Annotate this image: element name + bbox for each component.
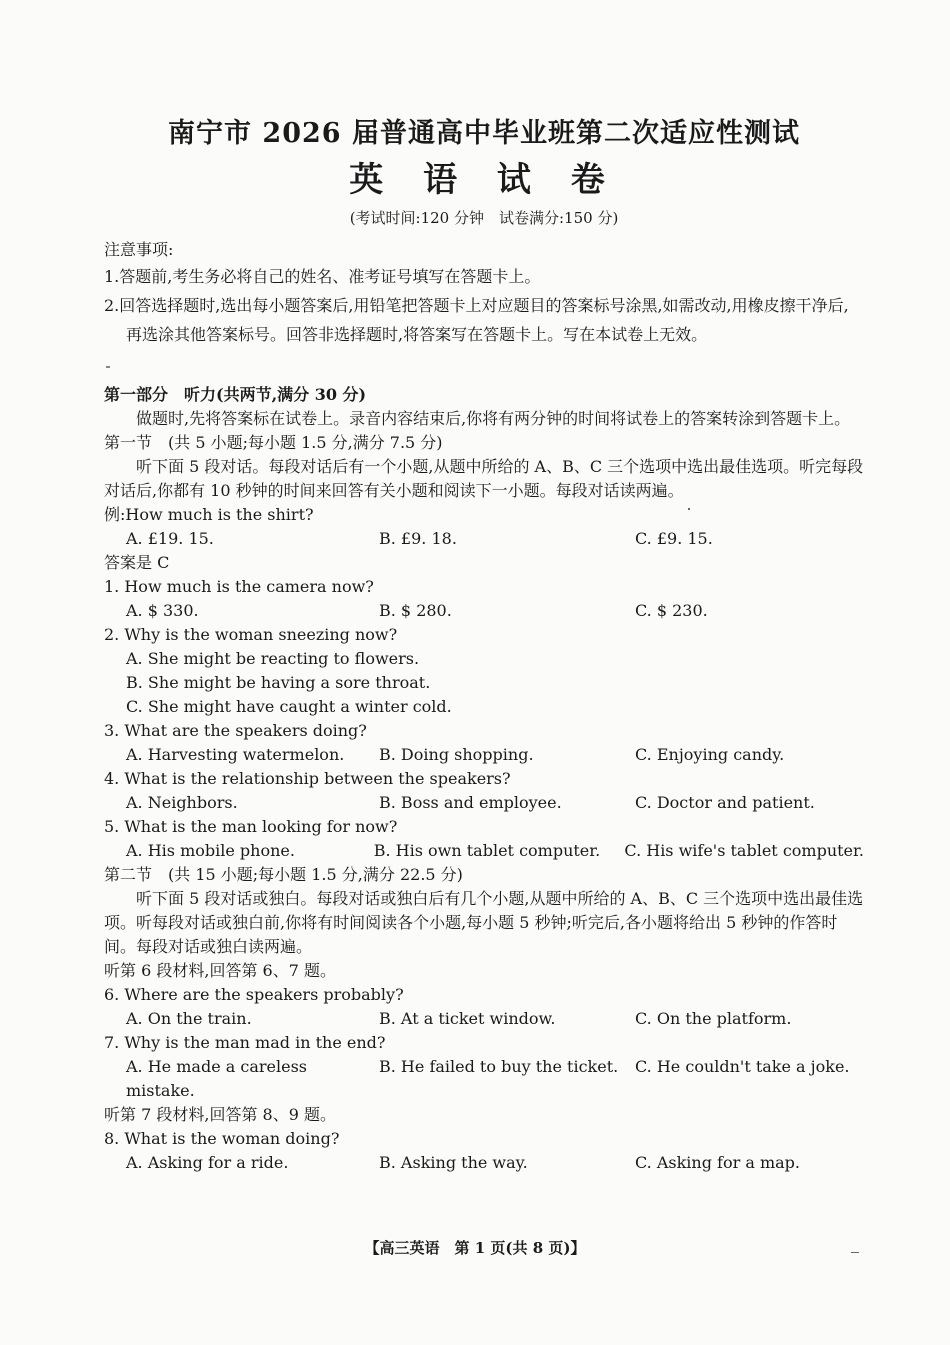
option-c: C. Doctor and patient. xyxy=(635,793,815,812)
question-8-options xyxy=(104,1151,864,1175)
scan-dash xyxy=(851,1252,859,1253)
question-3-options xyxy=(104,743,864,767)
option-c: C. Asking for a map. xyxy=(635,1153,801,1172)
option-b: B. He failed to buy the ticket. xyxy=(379,1057,619,1076)
question-4: 4. What is the relationship between the speakers? xyxy=(104,769,511,788)
section1-instruction: 听下面 5 段对话。每段对话后有一个小题,从题中所给的 A、B、C 三个选项中选出最佳选项。听完每段对话后,你都有 10 秒钟的时间来回答有关小题和阅读下一小题。每段对话读两遍。 xyxy=(104,457,864,500)
material-7: 听第 7 段材料,回答第 8、9 题。 xyxy=(104,1105,336,1124)
option-a: A. On the train. xyxy=(126,1009,252,1028)
option-a: A. Neighbors. xyxy=(126,793,238,812)
question-6: 6. Where are the speakers probably? xyxy=(104,985,404,1004)
option-c: C. £9. 15. xyxy=(635,529,713,548)
notice-item: 1.答题前,考生务必将自己的姓名、准考证号填写在答题卡上。 xyxy=(104,267,541,286)
option-a: A. He made a careless mistake. xyxy=(126,1057,307,1100)
option-b: B. His own tablet computer. xyxy=(373,841,601,860)
option-b: B. Asking the way. xyxy=(379,1153,528,1172)
question-1: 1. How much is the camera now? xyxy=(104,577,374,596)
page-footer: 【高三英语 第 1 页(共 8 页)】 xyxy=(364,1239,586,1257)
section2-heading: 第二节 (共 15 小题;每小题 1.5 分,满分 22.5 分) xyxy=(104,865,463,884)
question-6-options xyxy=(104,1007,864,1031)
example-options xyxy=(104,527,864,551)
option-a: A. His mobile phone. xyxy=(126,841,295,860)
part1-intro: 做题时,先将答案标在试卷上。录音内容结束后,你将有两分钟的时间将试卷上的答案转涂到答题卡上。 xyxy=(136,409,851,428)
option-c: C. She might have caught a winter cold. xyxy=(126,697,452,716)
option-a: A. She might be reacting to flowers. xyxy=(126,649,420,668)
option-a: A. $ 330. xyxy=(126,601,199,620)
option-c: C. Enjoying candy. xyxy=(635,745,785,764)
option-b: B. She might be having a sore throat. xyxy=(126,673,431,692)
part1-heading: 第一部分 听力(共两节,满分 30 分) xyxy=(104,385,367,404)
question-5-options xyxy=(104,839,864,863)
exam-title: 南宁市 2026 届普通高中毕业班第二次适应性测试 xyxy=(168,118,800,149)
question-2: 2. Why is the woman sneezing now? xyxy=(104,625,398,644)
option-b: B. At a ticket window. xyxy=(379,1009,556,1028)
question-1-options xyxy=(104,599,864,623)
question-7: 7. Why is the man mad in the end? xyxy=(104,1033,386,1052)
option-a: A. £19. 15. xyxy=(126,529,214,548)
material-6: 听第 6 段材料,回答第 6、7 题。 xyxy=(104,961,336,980)
option-b: B. Doing shopping. xyxy=(379,745,534,764)
exam-page xyxy=(104,116,864,1175)
option-c: C. $ 230. xyxy=(635,601,708,620)
exam-subtitle: 英 语 试 卷 xyxy=(349,160,619,200)
option-b: B. £9. 18. xyxy=(379,529,457,548)
part1-section xyxy=(104,383,864,1175)
notice-item: 2.回答选择题时,选出每小题答案后,用铅笔把答题卡上对应题目的答案标号涂黑,如需改动,用橡皮擦干净后,再选涂其他答案标号。回答非选择题时,将答案写在答题卡上。写在本试卷上无效。 xyxy=(104,296,849,344)
notice-heading: 注意事项: xyxy=(104,240,174,259)
question-5: 5. What is the man looking for now? xyxy=(104,817,398,836)
option-a: A. Asking for a ride. xyxy=(126,1153,289,1172)
scan-dot xyxy=(688,508,690,510)
example-question: 例:How much is the shirt? xyxy=(104,505,314,524)
question-7-options xyxy=(104,1055,864,1103)
example-answer: 答案是 C xyxy=(104,553,170,572)
exam-meta: (考试时间:120 分钟 试卷满分:150 分) xyxy=(349,209,619,227)
option-a: A. Harvesting watermelon. xyxy=(126,745,345,764)
option-c: C. His wife's tablet computer. xyxy=(624,841,864,860)
question-4-options xyxy=(104,791,864,815)
question-3: 3. What are the speakers doing? xyxy=(104,721,367,740)
notice-section xyxy=(104,238,864,349)
question-8: 8. What is the woman doing? xyxy=(104,1129,340,1148)
section2-instruction: 听下面 5 段对话或独白。每段对话或独白后有几个小题,从题中所给的 A、B、C 三个选项中选出最佳选项。听每段对话或独白前,你将有时间阅读各个小题,每小题 5 秒钟;听完后,各小题将给出 5 秒钟的作答时间。每段对话或独白读两遍。 xyxy=(104,889,864,956)
option-c: C. On the platform. xyxy=(635,1009,792,1028)
scan-mark xyxy=(106,366,110,368)
option-c: C. He couldn't take a joke. xyxy=(635,1057,850,1076)
option-b: B. $ 280. xyxy=(379,601,452,620)
section1-heading: 第一节 (共 5 小题;每小题 1.5 分,满分 7.5 分) xyxy=(104,433,443,452)
option-b: B. Boss and employee. xyxy=(379,793,562,812)
